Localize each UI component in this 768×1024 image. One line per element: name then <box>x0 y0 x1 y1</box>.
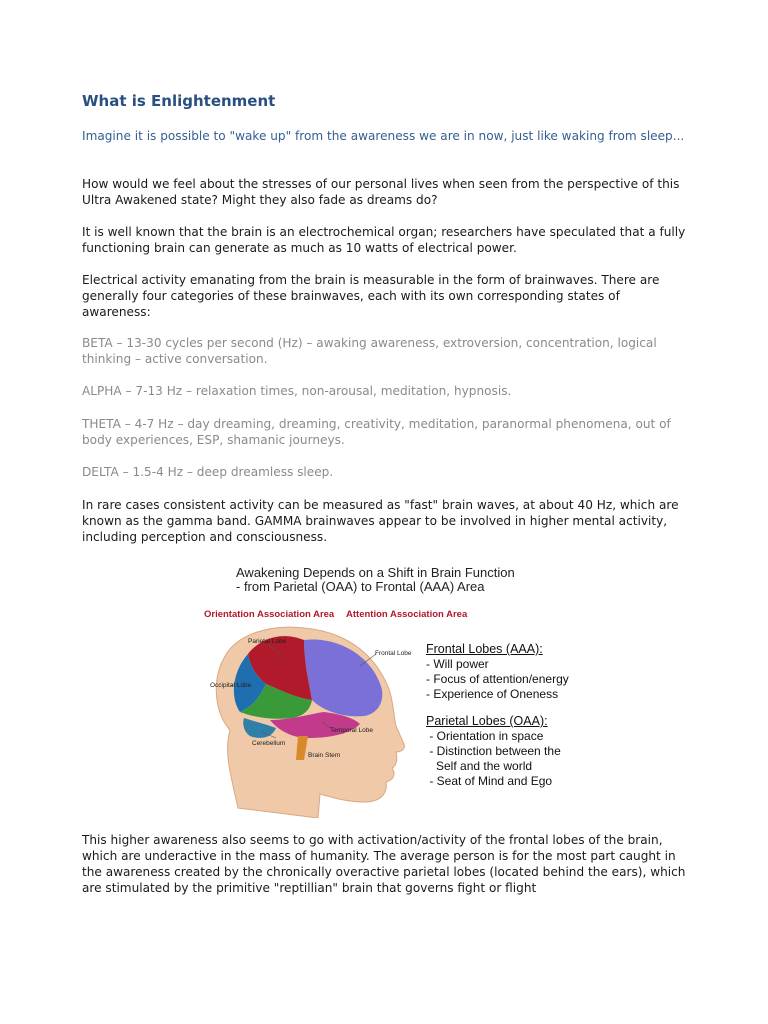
delta-description: DELTA – 1.5-4 Hz – deep dreamless sleep. <box>82 465 334 479</box>
parietal-lobes-heading: Parietal Lobes (OAA): <box>426 714 548 728</box>
frontal-item: - Experience of Oneness <box>426 687 559 701</box>
orientation-area-label: Orientation Association Area <box>204 609 335 620</box>
attention-area-label: Attention Association Area <box>346 609 468 620</box>
figure-title-line-2: - from Parietal (OAA) to Frontal (AAA) Area <box>236 579 485 594</box>
figure-title <box>236 566 536 594</box>
frontal-item: - Focus of attention/energy <box>426 672 569 686</box>
parietal-item: Self and the world <box>426 759 533 773</box>
brain-figure <box>200 562 580 818</box>
parietal-item: - Seat of Mind and Ego <box>426 774 553 788</box>
frontal-lobe-label: Frontal Lobe <box>375 650 412 657</box>
brain-stem-label: Brain Stem <box>308 752 341 759</box>
parietal-item: - Distinction between the <box>426 744 561 758</box>
paragraph-brainwaves: Electrical activity emanating from the brain is measurable in the form of brainwaves. There are generally four categories of these brainwaves, each with its own corresponding states of awareness: <box>82 273 660 319</box>
paragraph-stresses: How would we feel about the stresses of our personal lives when seen from the perspective of this Ultra Awakened state? Might they also fade as dreams do? <box>82 177 680 207</box>
temporal-lobe-label: Temporal Lobe <box>330 727 373 734</box>
page-title: What is Enlightenment <box>82 92 276 110</box>
paragraph-gamma: In rare cases consistent activity can be measured as "fast" brain waves, at about 40 Hz, which are known as the gamma band. GAMMA brainwaves appear to be involved in higher mental activity, including perception and consciousness. <box>82 498 679 544</box>
beta-description: BETA – 13-30 cycles per second (Hz) – awaking awareness, extroversion, concentration, logical thinking – active conversation. <box>82 336 657 366</box>
parietal-lobes-list <box>426 714 561 789</box>
parietal-item: - Orientation in space <box>426 729 544 743</box>
frontal-item: - Will power <box>426 657 489 671</box>
theta-description: THETA – 4-7 Hz – day dreaming, dreaming, creativity, meditation, paranormal phenomena, out of body experiences, ESP, shamanic journeys. <box>82 417 671 447</box>
parietal-lobe-label: Parietal Lobe <box>248 638 287 645</box>
paragraph-frontal-lobes: This higher awareness also seems to go with activation/activity of the frontal lobes of the brain, which are underactive in the mass of humanity. The average person is for the most part caught in the awareness created by the chronically overactive parietal lobes (located behind the ears), which are stimulated by the primitive "reptillian" brain that governs fight or flight <box>82 833 686 895</box>
figure-title-line-1: Awakening Depends on a Shift in Brain Function <box>236 565 515 580</box>
occipital-lobe-label: Occipital Lobe <box>210 682 252 689</box>
intro-paragraph: Imagine it is possible to "wake up" from the awareness we are in now, just like waking from sleep... <box>82 129 685 143</box>
alpha-description: ALPHA – 7-13 Hz – relaxation times, non-arousal, meditation, hypnosis. <box>82 384 512 398</box>
frontal-lobes-list <box>426 642 569 702</box>
paragraph-electrochemical: It is well known that the brain is an electrochemical organ; researchers have speculated that a fully functioning brain can generate as much as 10 watts of electrical power. <box>82 225 686 255</box>
cerebellum-label: Cerebellum <box>252 740 286 747</box>
frontal-lobes-heading: Frontal Lobes (AAA): <box>426 642 543 656</box>
